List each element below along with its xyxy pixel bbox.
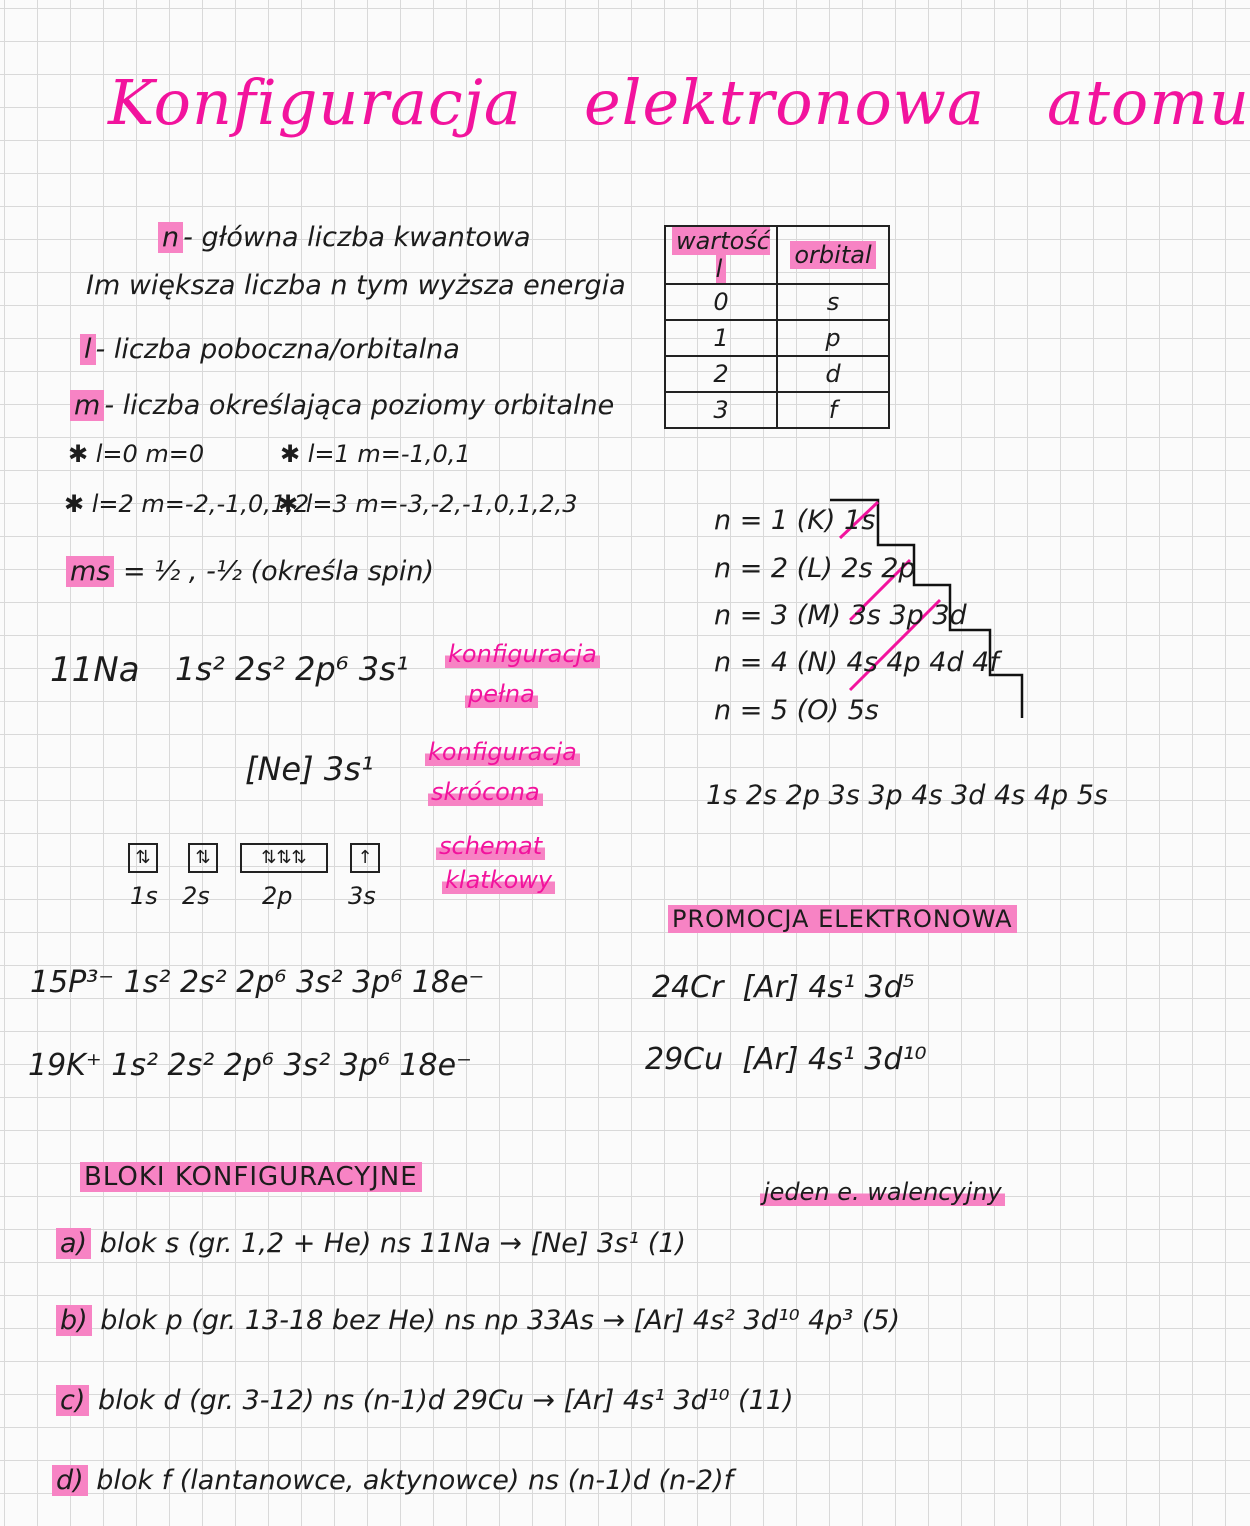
table-cell: s xyxy=(777,284,889,320)
promotion-item: 24Cr [Ar] 4s¹ 3d⁵ xyxy=(652,970,915,1005)
label-full-2: pełna xyxy=(465,680,538,708)
table-cell: f xyxy=(777,392,889,428)
m-definition xyxy=(70,390,614,421)
block-row xyxy=(56,1305,900,1336)
ion-symbol: 19K⁺ xyxy=(28,1048,102,1083)
blocks-heading: BLOKI KONFIGURACYJNE xyxy=(80,1162,422,1192)
case-l3: ✱ l=3 m=-3,-2,-1,0,1,2,3 xyxy=(278,490,578,518)
l-desc: - liczba poboczna/orbitalna xyxy=(95,334,460,365)
box-label: 2p xyxy=(262,882,293,910)
n-desc: - główna liczba kwantowa xyxy=(183,222,531,253)
sodium-symbol: 11Na xyxy=(50,650,140,690)
block-letter: d) xyxy=(52,1465,88,1496)
table-header: wartość l xyxy=(665,226,777,284)
l-letter: l xyxy=(80,334,96,365)
block-letter: b) xyxy=(56,1305,92,1336)
case-l0: ✱ l=0 m=0 xyxy=(68,440,205,468)
block-row xyxy=(52,1465,733,1496)
m-letter: m xyxy=(70,390,104,421)
ion-row xyxy=(28,1048,472,1083)
label-box-1: schemat xyxy=(436,832,545,860)
sodium-full-config: 1s² 2s² 2p⁶ 3s¹ xyxy=(175,650,409,688)
table-header: orbital xyxy=(777,226,889,284)
block-letter: c) xyxy=(56,1385,89,1416)
block-text: blok p (gr. 13-18 bez He) ns np 33As → [Ar] 4s² 3d¹⁰ 4p³ (5) xyxy=(100,1305,901,1336)
block-row xyxy=(56,1385,793,1416)
label-box-2: klatkowy xyxy=(442,866,555,894)
block-letter: a) xyxy=(56,1228,91,1259)
m-desc: - liczba określająca poziomy orbitalne xyxy=(104,390,615,421)
n-note: Im większa liczba n tym wyższa energia xyxy=(86,270,626,301)
l-definition xyxy=(80,334,460,365)
block-text: blok d (gr. 3-12) ns (n-1)d 29Cu → [Ar] 4s¹ 3d¹⁰ (11) xyxy=(97,1385,794,1416)
table-cell: 1 xyxy=(665,320,777,356)
table-row xyxy=(665,356,889,392)
ion-electrons: 18e⁻ xyxy=(399,1048,472,1083)
valence-note: jeden e. walencyjny xyxy=(760,1178,1005,1206)
ms-letter: ms xyxy=(66,556,114,587)
ion-row xyxy=(30,965,484,1000)
promotion-item: 29Cu [Ar] 4s¹ 3d¹⁰ xyxy=(645,1042,927,1077)
shell-row: n = 2 (L) 2s 2p xyxy=(714,553,916,584)
title-word-2: elektronowa xyxy=(583,66,985,139)
orbital-box-2p: ⇅⇅⇅ xyxy=(240,843,328,873)
ion-config: 1s² 2s² 2p⁶ 3s² 3p⁶ xyxy=(123,965,403,1000)
block-text: blok s (gr. 1,2 + He) ns 11Na → [Ne] 3s¹ (1) xyxy=(99,1228,686,1259)
sodium-short-config: [Ne] 3s¹ xyxy=(245,750,374,788)
orbital-box-1s: ⇅ xyxy=(128,843,158,873)
box-label: 3s xyxy=(348,882,376,910)
promotion-heading: PROMOCJA ELEKTRONOWA xyxy=(668,905,1017,933)
orbital-table xyxy=(664,225,890,429)
title-word-1: Konfiguracja xyxy=(108,66,522,139)
case-l2: ✱ l=1 m=-1,0,1 xyxy=(280,440,471,468)
filling-order: 1s 2s 2p 3s 3p 4s 3d 4s 4p 5s xyxy=(706,780,1108,811)
ms-definition xyxy=(66,556,434,587)
table-header-row xyxy=(665,226,889,284)
ion-config: 1s² 2s² 2p⁶ 3s² 3p⁶ xyxy=(111,1048,390,1083)
block-text: blok f (lantanowce, aktynowce) ns (n-1)d (n-2)f xyxy=(96,1465,734,1496)
ion-electrons: 18e⁻ xyxy=(411,965,485,1000)
table-row xyxy=(665,320,889,356)
page-title xyxy=(108,66,1250,139)
table-cell: d xyxy=(777,356,889,392)
ms-values: = ½ , -½ xyxy=(122,556,243,587)
shell-row: n = 3 (M) 3s 3p 3d xyxy=(714,600,967,631)
table-row xyxy=(665,392,889,428)
case-l1: ✱ l=2 m=-2,-1,0,1,2 xyxy=(64,490,310,518)
n-definition xyxy=(158,222,531,253)
block-row xyxy=(56,1228,686,1259)
table-cell: 2 xyxy=(665,356,777,392)
label-full-1: konfiguracja xyxy=(445,640,600,668)
shell-row: n = 4 (N) 4s 4p 4d 4f xyxy=(714,647,999,678)
ms-desc: (określa spin) xyxy=(250,556,435,587)
orbital-box-2s: ⇅ xyxy=(188,843,218,873)
ion-symbol: 15P³⁻ xyxy=(30,965,115,1000)
title-word-3: atomu xyxy=(1047,66,1250,139)
orbital-box-3s: ↑ xyxy=(350,843,380,873)
box-label: 2s xyxy=(182,882,210,910)
table-cell: 3 xyxy=(665,392,777,428)
table-cell: p xyxy=(777,320,889,356)
label-short-1: konfiguracja xyxy=(425,738,580,766)
table-cell: 0 xyxy=(665,284,777,320)
label-short-2: skrócona xyxy=(428,778,543,806)
n-letter: n xyxy=(158,222,183,253)
box-label: 1s xyxy=(130,882,158,910)
table-row xyxy=(665,284,889,320)
shell-row: n = 5 (O) 5s xyxy=(714,695,879,726)
shell-row: n = 1 (K) 1s xyxy=(714,505,876,536)
